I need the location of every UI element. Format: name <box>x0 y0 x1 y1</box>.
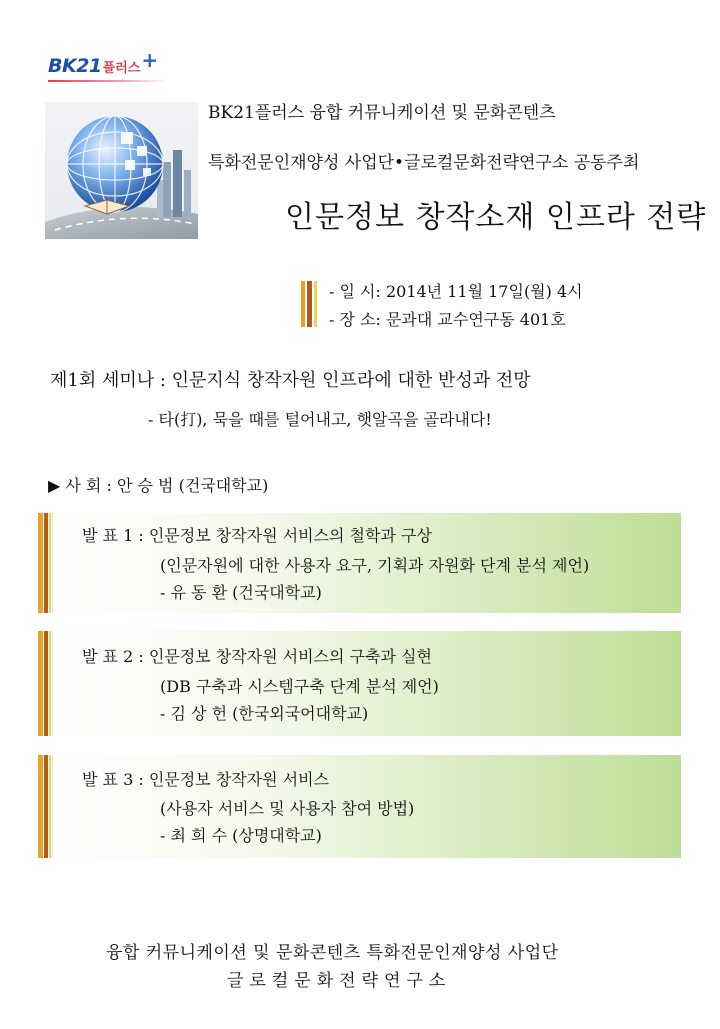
seminar-title: 제1회 세미나 : 인문지식 창작자원 인프라에 대한 반성과 전망 <box>50 370 531 391</box>
talk-speaker: - 유 동 환 (건국대학교) <box>160 583 322 602</box>
accent-bar <box>38 513 43 613</box>
accent-bar <box>307 281 312 327</box>
accent-bar <box>49 631 51 736</box>
logo-underline <box>48 80 168 82</box>
accent-bar <box>314 281 317 327</box>
accent-bar <box>49 755 51 858</box>
talk-box-1 <box>38 513 681 613</box>
accent-bar <box>52 513 53 613</box>
talk-box-2 <box>38 631 681 736</box>
talk-box-3 <box>38 755 681 858</box>
logo-suffix: 플러스 <box>102 60 141 76</box>
footer-organizer: 융합 커뮤니케이션 및 문화콘텐츠 특화전문인재양성 사업단 <box>106 943 559 963</box>
accent-bar <box>49 513 51 613</box>
organizer-line-2: 특화전문인재양성 사업단•글로컬문화전략연구소 공동주최 <box>208 153 640 173</box>
accent-bar <box>52 755 53 858</box>
accent-bar <box>301 281 305 327</box>
organizer-line-1: BK21플러스 융합 커뮤니케이션 및 문화콘텐츠 <box>208 103 556 123</box>
logo-plus-icon: + <box>141 48 159 72</box>
seminar-subtitle: - 타(打), 묵을 때를 털어내고, 햇알곡을 골라내다! <box>148 410 492 429</box>
moderator: ▶ 사 회 : 안 승 범 (건국대학교) <box>48 476 269 495</box>
talk-title: 발 표 2 : 인문정보 창작자원 서비스의 구축과 실현 <box>82 647 432 666</box>
talk-title: 발 표 3 : 인문정보 창작자원 서비스 <box>82 770 330 789</box>
globe-illustration <box>45 102 198 239</box>
accent-bar <box>44 755 48 858</box>
accent-bar <box>52 631 53 736</box>
globe-icon <box>45 102 198 239</box>
accent-bar <box>38 755 43 858</box>
talk-speaker: - 최 희 수 (상명대학교) <box>160 826 322 845</box>
logo-brand: BK21 <box>48 55 102 77</box>
talk-detail: (사용자 서비스 및 사용자 참여 방법) <box>160 799 415 818</box>
event-date: - 일 시: 2014년 11월 17일(월) 4시 <box>329 282 583 301</box>
talk-speaker: - 김 상 헌 (한국외국어대학교) <box>160 704 369 723</box>
event-place: - 장 소: 문과대 교수연구동 401호 <box>329 310 566 329</box>
talk-detail: (DB 구축과 시스템구축 단계 분석 제언) <box>160 677 439 696</box>
accent-bar <box>44 513 48 613</box>
accent-bar <box>44 631 48 736</box>
footer-institute: 글로컬문화전략연구소 <box>227 971 452 991</box>
talk-title: 발 표 1 : 인문정보 창작자원 서비스의 철학과 구상 <box>82 526 432 545</box>
page-title: 인문정보 창작소재 인프라 전략 <box>285 200 707 235</box>
accent-bar <box>38 631 43 736</box>
bk21-plus-logo <box>48 48 159 80</box>
talk-detail: (인문자원에 대한 사용자 요구, 기획과 자원화 단계 분석 제언) <box>160 556 590 575</box>
